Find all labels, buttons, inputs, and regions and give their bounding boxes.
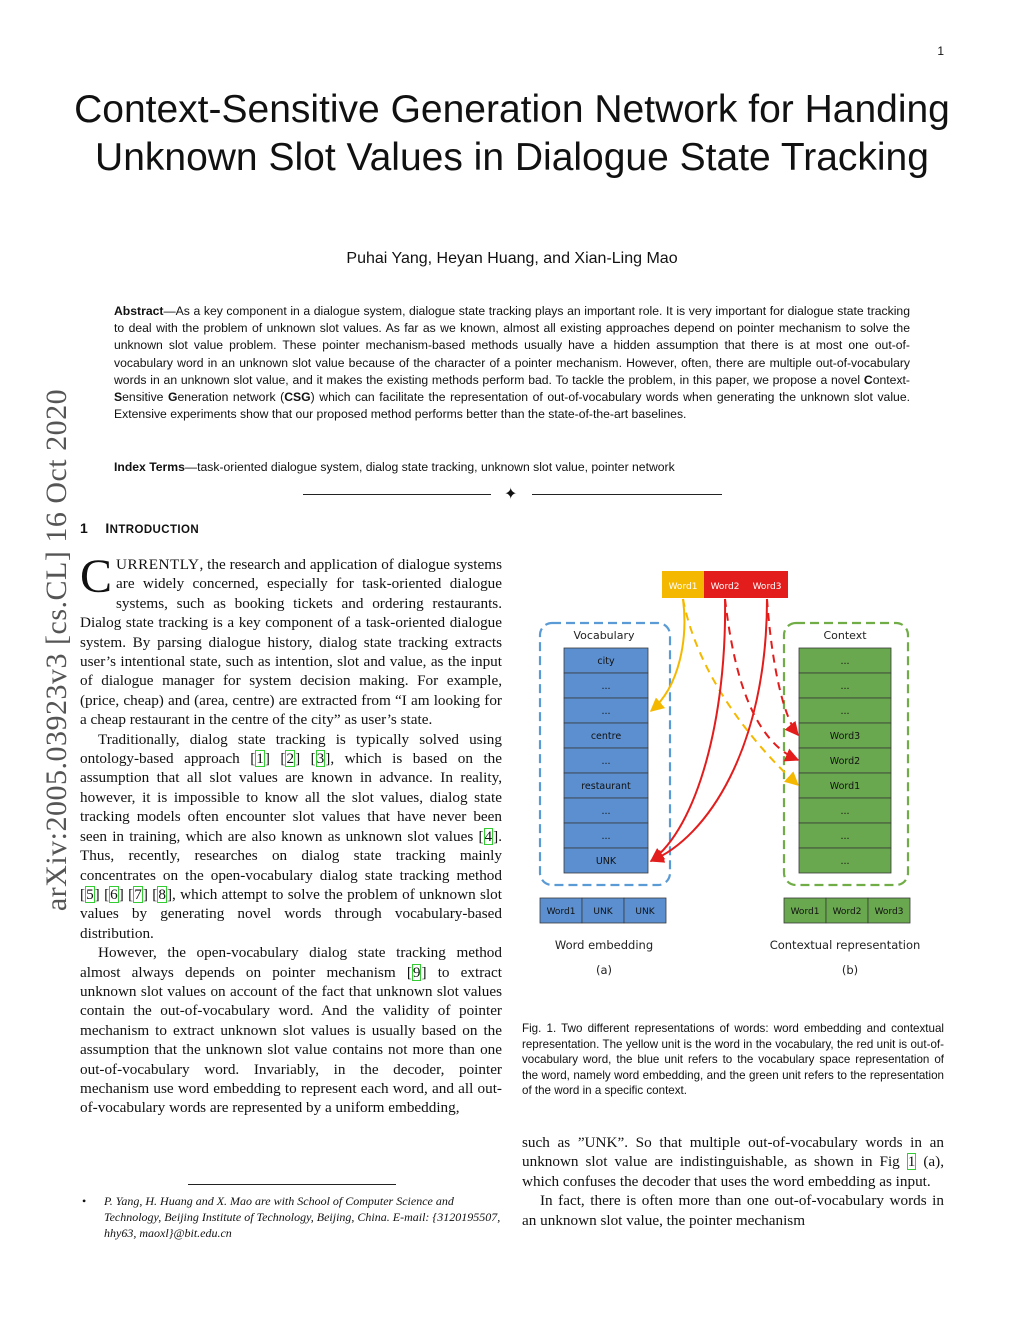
- vocabulary-cells: [564, 648, 648, 873]
- footnote-bullet: •: [82, 1194, 87, 1208]
- divider-left: [303, 494, 491, 495]
- vocab-cell: ...: [601, 831, 611, 842]
- context-bottom-cell: Word3: [874, 907, 904, 917]
- citation-link[interactable]: 3: [316, 750, 325, 768]
- right-paragraph-1: [522, 1133, 944, 1191]
- section-initial: I: [105, 520, 110, 536]
- intro-text: , which attempt to solve the problem of unknown slot values by generating novel words through vocabulary-based distribution.: [80, 885, 502, 942]
- arrow-word2-to-unk: [651, 599, 725, 861]
- right-paragraph-2: In fact, there is often more than one out-of-vocabulary words in an unknown slot value, the pointer mechanism: [522, 1192, 944, 1229]
- vocab-cell: ...: [601, 806, 611, 817]
- index-terms-text: —task-oriented dialogue system, dialog state tracking, unknown slot value, pointer network: [184, 460, 675, 474]
- section-number: 1: [80, 520, 89, 536]
- abstract-text: ) which can facilitate the representation of out-of-vocabulary words when generating the unknown slot value. Extensive experiments show that our proposed method performs better than the state-of-the-art baselines.: [114, 390, 910, 422]
- context-cell: ...: [840, 681, 850, 692]
- abstract-text: ontext-: [872, 372, 910, 387]
- context-cell: ...: [840, 831, 850, 842]
- vocabulary-title: Vocabulary: [573, 629, 635, 642]
- arrow-word1-to-city: [651, 599, 684, 711]
- arrow-word1-to-context: [683, 599, 798, 785]
- context-bottom-cell: Word2: [832, 907, 862, 917]
- citation-link[interactable]: 7: [134, 885, 142, 903]
- context-cell: Word2: [829, 756, 861, 767]
- citation-link[interactable]: 5: [86, 885, 94, 903]
- acronym: CSG: [284, 390, 311, 405]
- citation-link[interactable]: 9: [412, 963, 421, 981]
- intro-text: Traditionally, dialog state tracking is typically solved using ontology-based approach: [80, 730, 502, 768]
- body-text: (a), which confuses the decoder that uses the word embedding as input.: [522, 1153, 945, 1190]
- context-sublabel: (b): [841, 963, 859, 977]
- acronym-letter: S: [114, 390, 123, 405]
- vocabulary-bottom-row: [540, 898, 666, 923]
- abstract-text: —As a key component in a dialogue system, dialogue state tracking plays an important role. It is very important for dialogue state tracking to deal with the problem of unknown slot values. As far as we known, almost all existing approaches depend on pointer mechanism to solve the unknown slot value problem. These pointer mechanism-based methods usually have a hidden assumption that there is at most one out-of-vocabulary word in an unknown slot value because of the character of a pointer mechanism. However, often, there are multiple out-of-vocabulary words in an unknown slot value, and it makes the existing methods perform bad. To tackle the problem, in this paper, we propose a novel: [114, 304, 910, 387]
- intro-paragraph-1: [80, 550, 502, 730]
- vocab-cell: UNK: [595, 856, 617, 867]
- top-word-3: Word3: [752, 582, 782, 592]
- index-terms-label: Index Terms: [114, 460, 185, 474]
- authors: Puhai Yang, Heyan Huang, and Xian-Ling Mao: [346, 250, 678, 267]
- footnote: [82, 1193, 504, 1241]
- context-title: Context: [823, 629, 867, 642]
- intro-text: . Thus, recently, researches on dialog state tracking mainly concentrates on the open-vocabulary dialog state tracking method: [80, 827, 502, 884]
- footnote-rule: [188, 1184, 396, 1185]
- vocab-bottom-cell: UNK: [635, 907, 655, 917]
- lead-word: URRENTLY: [116, 556, 200, 573]
- left-column: [80, 550, 503, 1118]
- abstract-text: ensitive: [122, 390, 169, 405]
- section-title-rest: NTRODUCTION: [109, 524, 200, 536]
- top-word-1: Word1: [668, 582, 698, 592]
- figure-reference-link[interactable]: 1: [907, 1153, 916, 1171]
- context-label: Contextual representation: [769, 938, 921, 952]
- paper-title: Context-Sensitive Generation Network for Handing Unknown Slot Values in Dialogue State Tracking: [74, 88, 950, 179]
- context-bottom-cell: Word1: [790, 907, 820, 917]
- intro-text: However, the open-vocabulary dialog state tracking method almost always depends on pointer mechanism: [80, 944, 502, 981]
- intro-paragraph-2: Traditionally, dialog state tracking is typically solved using ontology-based approach [1] [2] [3], which is based on the assumption that all slot values are known in advance. In reality, however, it is impossible to know all the slot values, dialog state tracking models often encounter slot values that have never been seen in training, which are also known as unknown slot values [4]. Thus, recently, researches on dialog state tracking mainly concentrates on the open-vocabulary dialog state tracking method [5] [6] [7] [8], which attempt to solve the problem of unknown slot values by generating novel words through vocabulary-based distribution.: [80, 730, 503, 942]
- vocab-bottom-cell: Word1: [546, 907, 576, 917]
- index-terms: [114, 460, 910, 474]
- top-word-2: Word2: [710, 582, 740, 592]
- page-number: 1: [937, 44, 944, 58]
- intro-text: , the research and application of dialogue systems are widely concerned, especially for task-oriented dialogue systems, such as booking tickets and ordering restaurants. Dialog state tracking is a key component of a task-oriented dialogue system. By parsing dialogue history, dialog state tracking extracts user’s intentional state, such as intention, slot and value, as the input of dialogue manager for system decision making. For example, (price, cheap) and (area, centre) are extracted from “I am looking for a cheap restaurant in the centre of the city” as user’s state.: [80, 556, 502, 729]
- citation-link[interactable]: 6: [110, 885, 118, 903]
- vocab-bottom-cell: UNK: [593, 907, 613, 917]
- arrow-word3-to-context: [767, 599, 798, 735]
- vocab-cell: ...: [601, 681, 611, 692]
- abstract-text: eneration network (: [177, 390, 285, 405]
- vocabulary-sublabel: (a): [595, 963, 613, 977]
- vocab-cell: centre: [590, 731, 622, 742]
- figure-caption: Fig. 1. Two different representations of words: word embedding and contextual representation. The yellow unit is the word in the vocabulary, the red unit is out-of-vocabulary word, the blue unit refers to the vocabulary space representation of the word, namely word embedding, and the green unit refers to the representation of the word in a specific context.: [522, 1022, 944, 1098]
- context-bottom-row: [784, 898, 910, 923]
- context-cell: ...: [840, 656, 850, 667]
- abstract-label: Abstract: [114, 304, 164, 318]
- figure-1: [522, 568, 944, 988]
- intro-text: , which is based on the assumption that all slot values are known in advance. In reality, however, it is impossible to know all the slot values, dialog state tracking models often encounter slot values that have never been seen in training, which are also known as unknown slot values: [80, 750, 503, 845]
- arrow-word3-to-unk: [651, 599, 767, 861]
- intro-text: to extract unknown slot values on account of the fact that unknown slot values contain the out-of-vocabulary word. And the validity of pointer mechanism to extract unknown slot values is usually based on the assumption that the unknown slot value contains not more than one out-of-vocabulary word. Invariably, in the decoder, pointer mechanism use word embedding to represent each word, and all out-of-vocabulary words are represented by a uniform embedding,: [80, 963, 502, 1117]
- citation-link[interactable]: 8: [158, 885, 166, 903]
- diamond-icon: ✦: [504, 486, 518, 503]
- acronym-letter: C: [863, 372, 873, 387]
- citation-link[interactable]: 4: [484, 827, 493, 845]
- acronym-letter: G: [168, 390, 178, 405]
- abstract: [114, 303, 910, 423]
- right-column: [522, 1133, 944, 1230]
- arxiv-identifier: arXiv:2005.03923v3 [cs.CL] 16 Oct 2020: [40, 388, 73, 912]
- vocab-cell: ...: [601, 756, 611, 767]
- context-cell: Word1: [829, 781, 861, 792]
- vocabulary-label: Word embedding: [554, 938, 654, 952]
- context-cells: [799, 648, 891, 873]
- vocab-cell: restaurant: [581, 781, 631, 792]
- drop-cap: C: [80, 550, 113, 603]
- divider-right: [532, 494, 722, 495]
- intro-paragraph-3: However, the open-vocabulary dialog state tracking method almost always depends on pointer mechanism [9] to extract unknown slot values on account of the fact that unknown slot values contain the out-of-vocabulary word. And the validity of pointer mechanism to extract unknown slot values is usually based on the assumption that the unknown slot value contains not more than one out-of-vocabulary word. Invariably, in the decoder, pointer mechanism use word embedding to represent each word, and all out-of-vocabulary words are represented by a uniform embedding,: [80, 944, 502, 1117]
- context-cell: ...: [840, 806, 850, 817]
- citation-link[interactable]: 1: [256, 750, 264, 768]
- context-cell: Word3: [829, 731, 861, 742]
- context-cell: ...: [840, 856, 850, 867]
- section-heading: [80, 520, 199, 536]
- footnote-text: P. Yang, H. Huang and X. Mao are with School of Computer Science and Technology, Beijing Institute of Technology, Beijing, China. E-mail: {3120195507, hhy63, maoxl}@bit.edu.cn: [104, 1194, 501, 1240]
- citation-link[interactable]: 2: [286, 750, 295, 768]
- vocab-cell: ...: [601, 706, 611, 717]
- body-text: such as ”UNK”. So that multiple out-of-vocabulary words in an unknown slot value are indistinguishable, as shown in Fig: [522, 1134, 944, 1171]
- vocab-cell: city: [597, 656, 615, 667]
- context-cell: ...: [840, 706, 850, 717]
